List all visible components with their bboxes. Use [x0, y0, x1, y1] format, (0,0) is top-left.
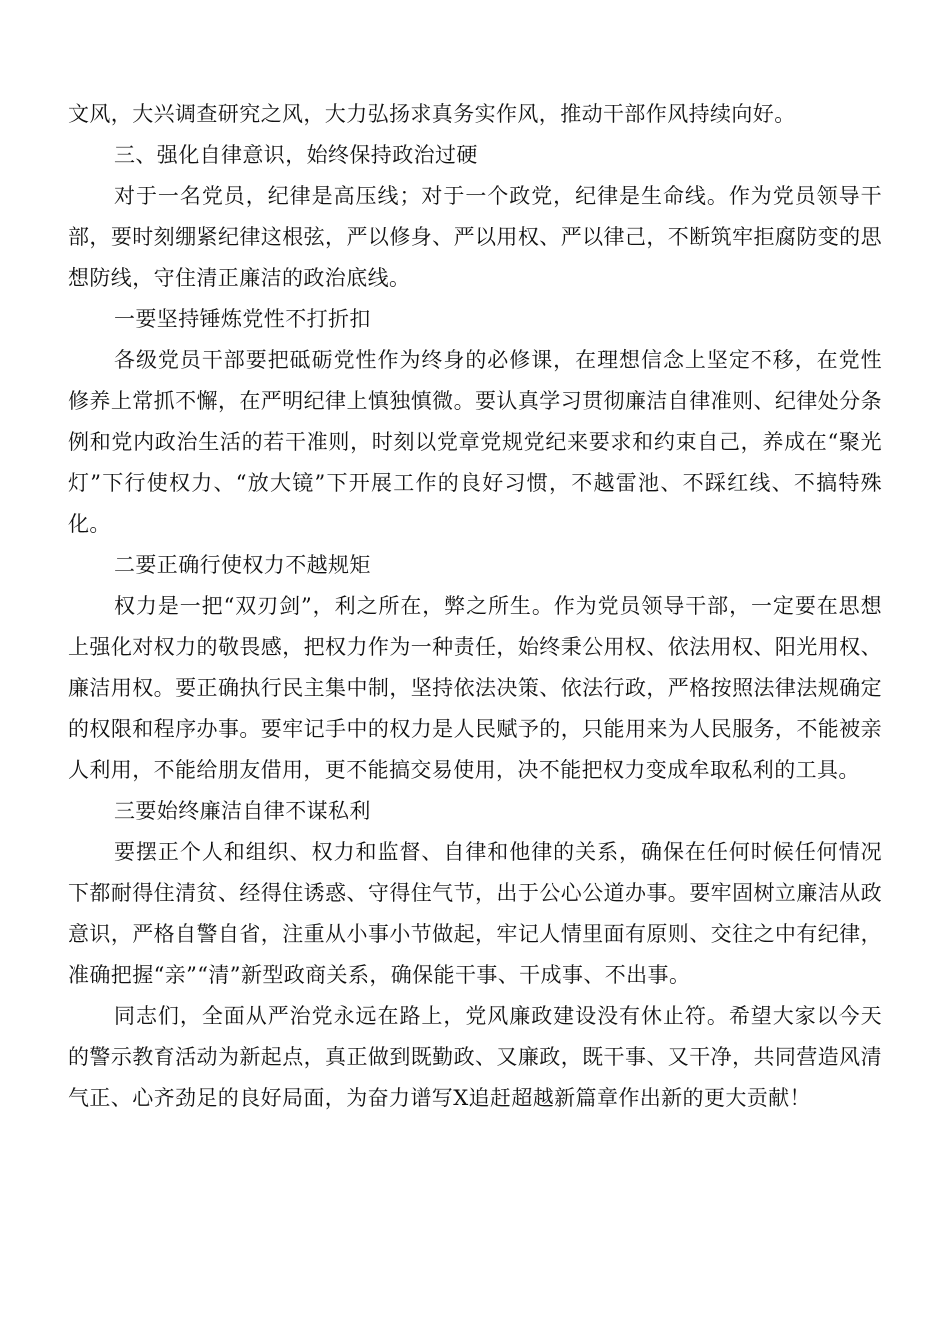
- subheading-2: 二要正确行使权力不越规矩: [114, 553, 371, 577]
- paragraph-continuation: 文风，大兴调查研究之风，大力弘扬求真务实作风，推动干部作风持续向好。: [68, 102, 796, 126]
- paragraph: 对于一名党员，纪律是高压线；对于一个政党，纪律是生命线。作为党员领导干部，要时刻绷紧纪律这根弦，严以修身、严以用权、严以律己，不断筑牢拒腐防变的思想防线，守住清正廉洁的政治底线。: [68, 184, 882, 290]
- paragraph: 权力是一把“双刃剑”，利之所在，弊之所生。作为党员领导干部，一定要在思想上强化对权力的敬畏感，把权力作为一种责任，始终秉公用权、依法用权、阳光用权、廉洁用权。要正确执行民主集中制，坚持依法决策、依法行政，严格按照法律法规确定的权限和程序办事。要牢记手中的权力是人民赋予的，只能用来为人民服务，不能被亲人利用，不能给朋友借用，更不能搞交易使用，决不能把权力变成牟取私利的工具。: [68, 594, 882, 782]
- closing-paragraph: 同志们，全面从严治党永远在路上，党风廉政建设没有休止符。希望大家以今天的警示教育活动为新起点，真正做到既勤政、又廉政，既干事、又干净，共同营造风清气正、心齐劲足的良好局面，为奋力谱写X追赶超越新篇章作出新的更大贡献！: [68, 1004, 882, 1110]
- document-body: [68, 94, 882, 1119]
- subheading-1: 一要坚持锤炼党性不打折扣: [114, 307, 371, 331]
- section-heading-3: 三、强化自律意识，始终保持政治过硬: [114, 143, 478, 167]
- subheading-3: 三要始终廉洁自律不谋私利: [114, 799, 371, 823]
- paragraph: 各级党员干部要把砥砺党性作为终身的必修课，在理想信念上坚定不移，在党性修养上常抓不懈，在严明纪律上慎独慎微。要认真学习贯彻廉洁自律准则、纪律处分条例和党内政治生活的若干准则，时刻以党章党规党纪来要求和约束自己，养成在“聚光灯”下行使权力、“放大镜”下开展工作的良好习惯，不越雷池、不踩红线、不搞特殊化。: [68, 348, 882, 536]
- paragraph: 要摆正个人和组织、权力和监督、自律和他律的关系，确保在任何时候任何情况下都耐得住清贫、经得住诱惑、守得住气节，出于公心公道办事。要牢固树立廉洁从政意识，严格自警自省，注重从小事小节做起，牢记人情里面有原则、交往之中有纪律，准确把握“亲”“清”新型政商关系，确保能干事、干成事、不出事。: [68, 840, 882, 987]
